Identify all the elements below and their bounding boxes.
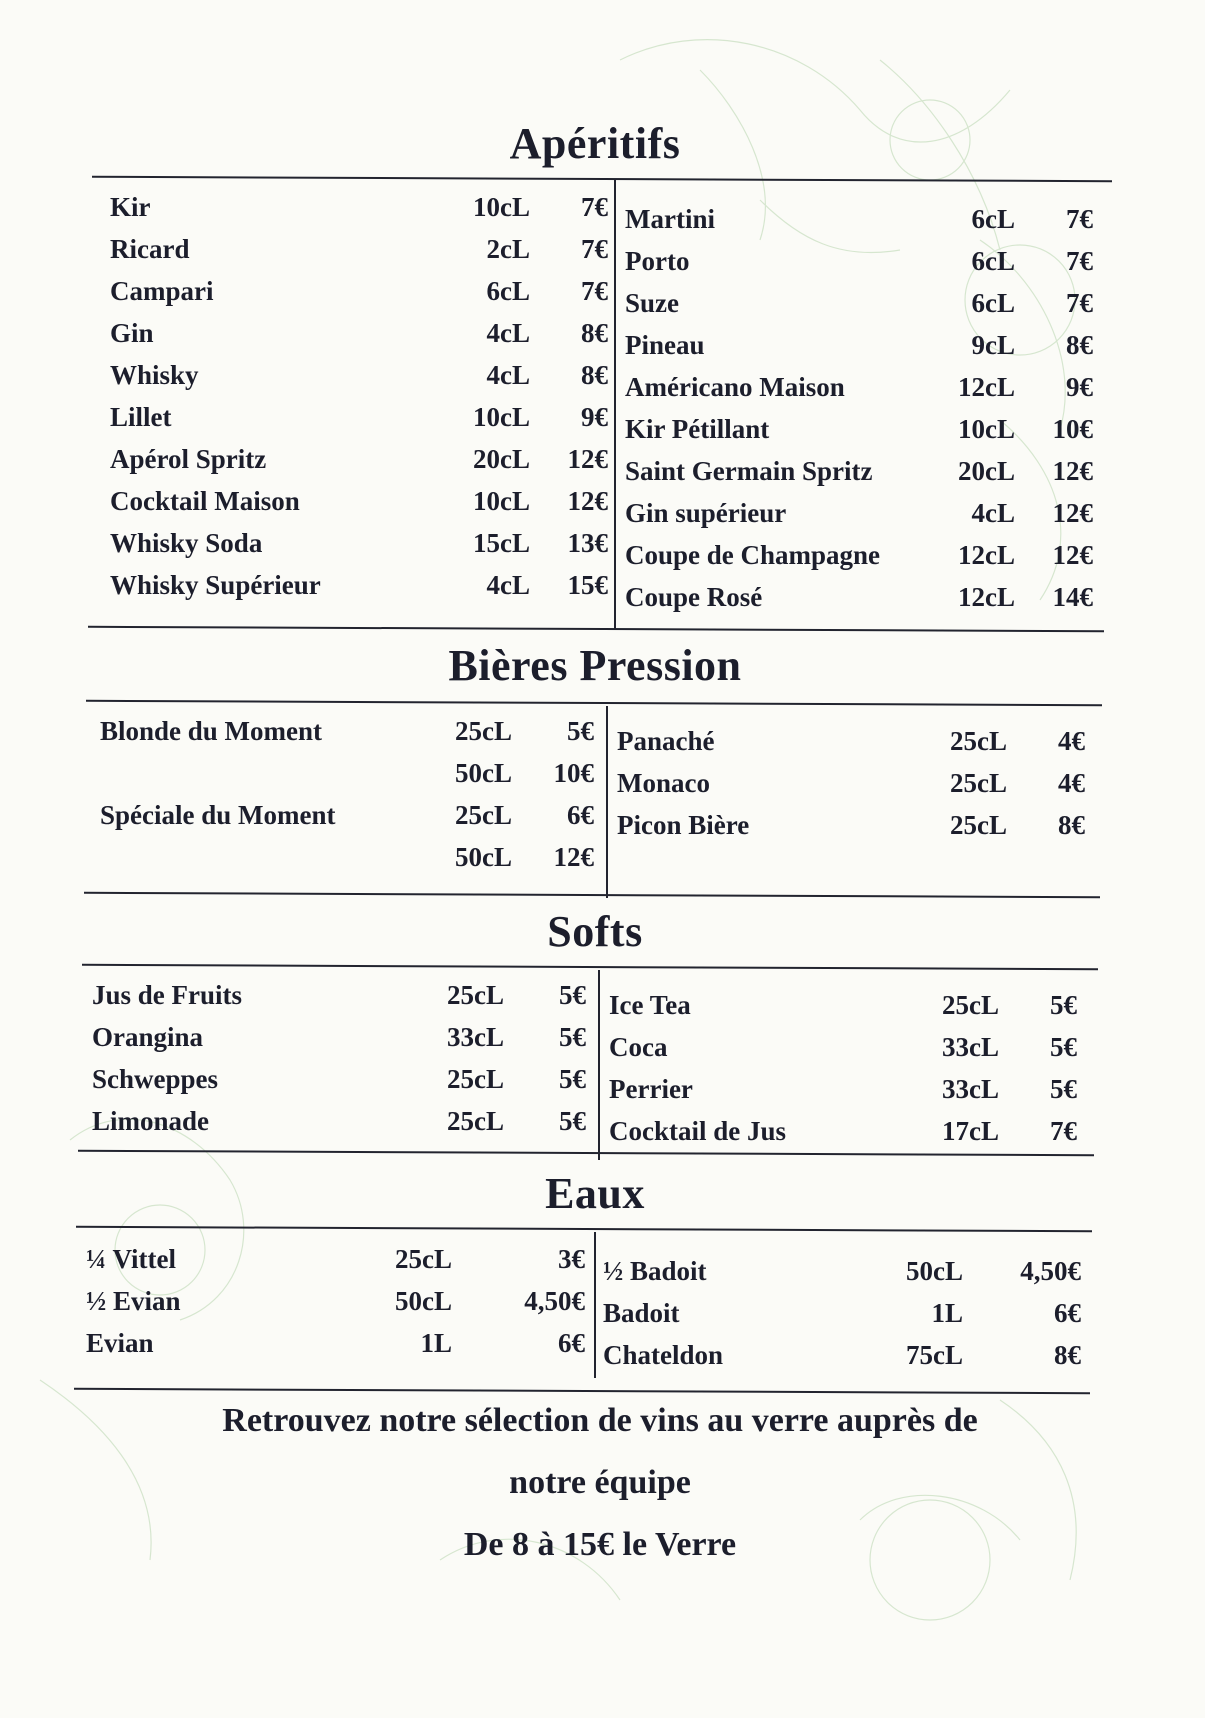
menu-item: [110, 486, 610, 528]
item-price: 10€: [1052, 414, 1093, 444]
item-name: Apérol Spritz: [110, 444, 267, 474]
item-price: 8€: [581, 318, 608, 348]
softs-right-list: [609, 990, 1089, 1158]
menu-item: [92, 1064, 592, 1106]
item-volume: 25cL: [950, 726, 1007, 756]
item-name: Coca: [609, 1032, 668, 1062]
item-price: 8€: [1058, 810, 1085, 840]
bieres-right-list: [617, 726, 1097, 852]
menu-item: [100, 716, 600, 758]
item-volume: 15cL: [473, 528, 530, 558]
column-divider: [594, 1232, 596, 1378]
section-title-softs: Softs: [547, 907, 643, 956]
item-price: 9€: [1066, 372, 1093, 402]
item-name: Perrier: [609, 1074, 693, 1104]
item-name: Coupe de Champagne: [625, 540, 881, 570]
menu-item: [625, 582, 1105, 624]
item-name: Campari: [110, 276, 214, 306]
item-name: Kir Pétillant: [625, 414, 770, 444]
section-title-eaux: Eaux: [545, 1169, 645, 1218]
menu-item: [625, 288, 1105, 330]
menu-item: [609, 990, 1089, 1032]
item-volume: 75cL: [906, 1340, 963, 1370]
menu-item: [110, 528, 610, 570]
item-name: Cocktail de Jus: [609, 1116, 787, 1146]
menu-item: [110, 570, 610, 612]
menu-item: [86, 1244, 591, 1286]
divider: [88, 626, 1104, 632]
aperitifs-right-list: [625, 204, 1105, 624]
item-name: ¼ Vittel: [86, 1244, 176, 1274]
column-divider: [614, 180, 616, 630]
item-volume: 50cL: [395, 1286, 452, 1316]
item-price: 7€: [581, 192, 608, 222]
menu-item: [110, 234, 610, 276]
item-price: 14€: [1052, 582, 1093, 612]
item-name: ½ Badoit: [603, 1256, 707, 1286]
menu-item: [617, 768, 1097, 810]
item-name: ½ Evian: [86, 1286, 181, 1316]
item-volume: 4cL: [486, 570, 530, 600]
menu-item: [625, 498, 1105, 540]
item-price: 12€: [1052, 456, 1093, 486]
item-volume: 50cL: [455, 758, 512, 788]
menu-item: [100, 800, 600, 842]
item-volume: 10cL: [958, 414, 1015, 444]
menu-item: [92, 1022, 592, 1064]
item-price: 5€: [1050, 990, 1077, 1020]
menu-item: [625, 414, 1105, 456]
item-name: Pineau: [625, 330, 705, 360]
item-volume: 25cL: [950, 768, 1007, 798]
item-price: 12€: [567, 444, 608, 474]
item-name: Kir: [110, 192, 151, 222]
item-volume: 1L: [420, 1328, 452, 1358]
menu-item: [110, 402, 610, 444]
aperitifs-left-list: [110, 192, 610, 612]
item-volume: 6cL: [971, 288, 1015, 318]
item-volume: 25cL: [950, 810, 1007, 840]
wine-note: [100, 1390, 1100, 1576]
column-divider: [606, 706, 608, 898]
softs-left-list: [92, 980, 592, 1148]
item-name: Panaché: [617, 726, 715, 756]
item-price: 6€: [567, 800, 594, 830]
item-price: 6€: [558, 1328, 585, 1358]
section-title-bieres-pression: Bières Pression: [448, 641, 742, 690]
menu-item: [86, 1328, 591, 1370]
item-price: 12€: [553, 842, 594, 872]
item-volume: 2cL: [486, 234, 530, 264]
menu-item: [625, 456, 1105, 498]
menu-item: [625, 330, 1105, 372]
menu-item: [110, 444, 610, 486]
menu-item: [603, 1256, 1088, 1298]
item-price: 5€: [567, 716, 594, 746]
eaux-right-list: [603, 1256, 1088, 1382]
menu-item: [617, 726, 1097, 768]
item-price: 4€: [1058, 768, 1085, 798]
item-price: 5€: [559, 1106, 586, 1136]
item-volume: 10cL: [473, 486, 530, 516]
item-volume: 4cL: [971, 498, 1015, 528]
item-price: 5€: [1050, 1074, 1077, 1104]
item-price: 7€: [581, 234, 608, 264]
item-price: 9€: [581, 402, 608, 432]
item-volume: 6cL: [971, 246, 1015, 276]
wine-note-line-1: Retrouvez notre sélection de vins au verre auprès de: [222, 1402, 978, 1439]
item-name: Orangina: [92, 1022, 204, 1052]
item-volume: 25cL: [455, 800, 512, 830]
item-volume: 25cL: [455, 716, 512, 746]
item-name: Cocktail Maison: [110, 486, 300, 516]
item-name: Ricard: [110, 234, 190, 264]
item-price: 10€: [553, 758, 594, 788]
item-name: Whisky Supérieur: [110, 570, 321, 600]
item-name: Whisky Soda: [110, 528, 263, 558]
item-volume: 6cL: [486, 276, 530, 306]
item-volume: 4cL: [486, 360, 530, 390]
bieres-left-list: [100, 716, 600, 884]
item-price: 12€: [567, 486, 608, 516]
wine-note-line-2: notre équipe: [509, 1464, 691, 1501]
menu-item: [110, 276, 610, 318]
menu-item: [609, 1032, 1089, 1074]
item-volume: 20cL: [958, 456, 1015, 486]
menu-item: [110, 360, 610, 402]
item-name: Badoit: [603, 1298, 680, 1328]
item-name: Coupe Rosé: [625, 582, 763, 612]
item-price: 5€: [1050, 1032, 1077, 1062]
item-name: Limonade: [92, 1106, 210, 1136]
menu-item: [625, 372, 1105, 414]
item-price: 12€: [1052, 540, 1093, 570]
item-name: Picon Bière: [617, 810, 750, 840]
item-name: Jus de Fruits: [92, 980, 243, 1010]
item-name: Lillet: [110, 402, 172, 432]
menu-item: [86, 1286, 591, 1328]
divider: [84, 892, 1100, 898]
item-price: 8€: [1054, 1340, 1081, 1370]
menu-item: [92, 1106, 592, 1148]
item-volume: 33cL: [447, 1022, 504, 1052]
item-name: Whisky: [110, 360, 199, 390]
item-volume: 9cL: [971, 330, 1015, 360]
item-name: Chateldon: [603, 1340, 724, 1370]
item-price: 7€: [1066, 288, 1093, 318]
menu-item: [625, 204, 1105, 246]
item-volume: 12cL: [958, 540, 1015, 570]
item-volume: 12cL: [958, 372, 1015, 402]
item-volume: 25cL: [942, 990, 999, 1020]
item-name: Schweppes: [92, 1064, 219, 1094]
item-volume: 4cL: [486, 318, 530, 348]
item-name: Evian: [86, 1328, 154, 1358]
menu-item: [625, 540, 1105, 582]
menu-item: [100, 758, 600, 800]
item-price: 7€: [1066, 246, 1093, 276]
menu-item: [603, 1298, 1088, 1340]
wine-note-line-3: De 8 à 15€ le Verre: [463, 1526, 737, 1563]
item-price: 3€: [558, 1244, 585, 1274]
item-name: Suze: [625, 288, 679, 318]
item-name: Saint Germain Spritz: [625, 456, 873, 486]
item-price: 15€: [567, 570, 608, 600]
item-name: Gin supérieur: [625, 498, 787, 528]
item-volume: 25cL: [447, 1064, 504, 1094]
item-price: 13€: [567, 528, 608, 558]
item-volume: 25cL: [447, 980, 504, 1010]
item-price: 8€: [1066, 330, 1093, 360]
item-volume: 10cL: [473, 402, 530, 432]
item-price: 7€: [1050, 1116, 1077, 1146]
menu-item: [617, 810, 1097, 852]
menu-item: [603, 1340, 1088, 1382]
menu-item: [625, 246, 1105, 288]
item-price: 5€: [559, 1022, 586, 1052]
eaux-left-list: [86, 1244, 591, 1370]
item-price: 5€: [559, 980, 586, 1010]
divider: [92, 176, 1112, 182]
section-title-aperitifs: Apéritifs: [509, 119, 681, 168]
item-volume: 17cL: [942, 1116, 999, 1146]
item-volume: 1L: [931, 1298, 963, 1328]
item-volume: 6cL: [971, 204, 1015, 234]
menu-item: [100, 842, 600, 884]
item-volume: 33cL: [942, 1074, 999, 1104]
item-price: 4,50€: [524, 1286, 585, 1316]
item-volume: 12cL: [958, 582, 1015, 612]
item-volume: 20cL: [473, 444, 530, 474]
item-price: 8€: [581, 360, 608, 390]
item-name: Blonde du Moment: [100, 716, 323, 746]
item-volume: 50cL: [455, 842, 512, 872]
item-price: 7€: [1066, 204, 1093, 234]
item-volume: 33cL: [942, 1032, 999, 1062]
menu-item: [110, 318, 610, 360]
menu-item: [609, 1074, 1089, 1116]
item-name: Porto: [625, 246, 690, 276]
item-name: Gin: [110, 318, 154, 348]
item-volume: 25cL: [447, 1106, 504, 1136]
item-volume: 10cL: [473, 192, 530, 222]
item-price: 4€: [1058, 726, 1085, 756]
item-name: Spéciale du Moment: [100, 800, 336, 830]
item-price: 4,50€: [1020, 1256, 1081, 1286]
divider: [82, 964, 1098, 970]
item-price: 6€: [1054, 1298, 1081, 1328]
divider: [86, 700, 1102, 706]
menu-item: [110, 192, 610, 234]
divider: [76, 1226, 1092, 1232]
item-name: Monaco: [617, 768, 710, 798]
item-name: Martini: [625, 204, 715, 234]
item-price: 5€: [559, 1064, 586, 1094]
item-volume: 25cL: [395, 1244, 452, 1274]
item-name: Américano Maison: [625, 372, 845, 402]
column-divider: [598, 970, 600, 1160]
item-volume: 50cL: [906, 1256, 963, 1286]
item-name: Ice Tea: [609, 990, 691, 1020]
menu-item: [92, 980, 592, 1022]
item-price: 12€: [1052, 498, 1093, 528]
item-price: 7€: [581, 276, 608, 306]
